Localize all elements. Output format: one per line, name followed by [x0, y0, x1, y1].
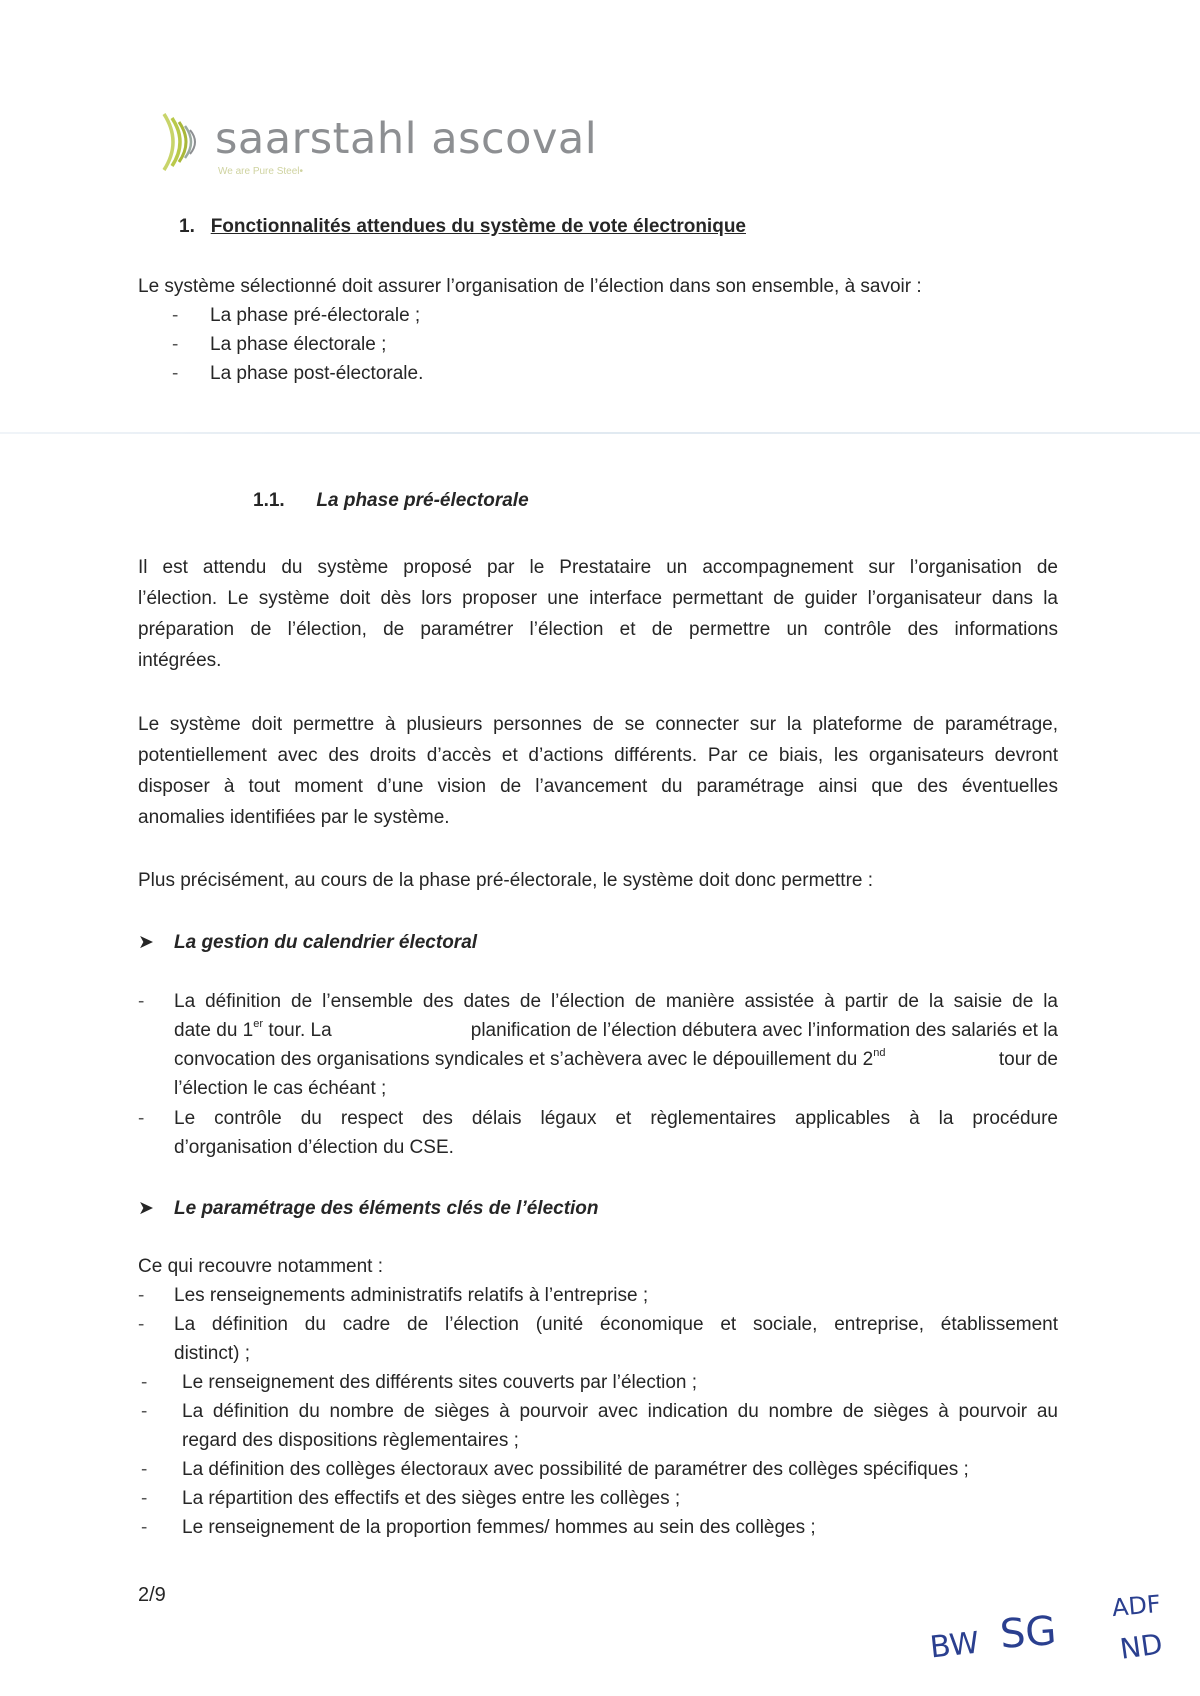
parametrage-item: La répartition des effectifs et des sièges entre les collèges ; — [182, 1488, 681, 1509]
bullet-dash: - — [141, 1517, 148, 1538]
parametrage-item: La définition du nombre de sièges à pourvoir avec indication du nombre de sièges à pourvoir au — [182, 1401, 1058, 1422]
paragraph-line: potentiellement avec des droits d’accès et d’actions différents. Par ce biais, les organisateurs devront — [138, 745, 1058, 766]
handwritten-initials-bw: BW — [928, 1625, 981, 1666]
bullet-dash: - — [138, 1108, 145, 1129]
handwritten-initials-sg: SG — [998, 1608, 1058, 1658]
parametrage-item: regard des dispositions règlementaires ; — [182, 1430, 519, 1451]
calendar-item-line: d’organisation d’élection du CSE. — [174, 1137, 454, 1158]
handwritten-initials-nd: ND — [1117, 1627, 1165, 1666]
calendar-item-line: l’élection le cas échéant ; — [174, 1078, 387, 1099]
section-1-heading — [179, 212, 746, 241]
bullet-dash: - — [172, 334, 179, 355]
paragraph-line: anomalies identifiées par le système. — [138, 807, 450, 828]
calendar-item-line — [174, 1045, 1058, 1074]
arrow-bullet-icon: ➤ — [138, 932, 154, 953]
paragraph-line: préparation de l’élection, de paramétrer l’élection et de permettre un contrôle des informations — [138, 619, 1058, 640]
paragraph-line: Il est attendu du système proposé par le Prestataire un accompagnement sur l’organisation de — [138, 557, 1058, 578]
parametrage-intro: Ce qui recouvre notamment : — [138, 1256, 384, 1277]
paragraph-line: Plus précisément, au cours de la phase pré-électorale, le système doit donc permettre : — [138, 870, 874, 891]
bullet-dash: - — [141, 1372, 148, 1393]
section-1-1-title: La phase pré-électorale — [316, 490, 529, 511]
logo-waves-icon — [160, 108, 210, 176]
parametrage-heading: Le paramétrage des éléments clés de l’élection — [174, 1198, 599, 1219]
calendar-item-line: Le contrôle du respect des délais légaux et règlementaires applicables à la procédure — [174, 1108, 1058, 1129]
calendar-item-text: convocation des organisations syndicales et s’achèvera avec le dépouillement du 2nd — [174, 1046, 886, 1070]
bullet-dash: - — [138, 1314, 145, 1335]
company-logo — [160, 108, 598, 188]
scan-artifact — [0, 432, 1200, 434]
paragraph-line: l’élection. Le système doit dès lors proposer une interface permettant de guider l’organisateur dans la — [138, 588, 1058, 609]
bullet-dash: - — [141, 1401, 148, 1422]
bullet-dash: - — [172, 305, 179, 326]
handwritten-initials-adf: ADF — [1110, 1589, 1162, 1623]
phase-item: La phase électorale ; — [210, 334, 387, 355]
bullet-dash: - — [141, 1488, 148, 1509]
logo-name: saarstahl ascoval — [215, 114, 598, 164]
phase-item: La phase pré-électorale ; — [210, 305, 421, 326]
section-1-title: Fonctionnalités attendues du système de vote électronique — [210, 216, 746, 237]
bullet-dash: - — [138, 1285, 145, 1306]
parametrage-item: Le renseignement de la proportion femmes/ hommes au sein des collèges ; — [182, 1517, 816, 1538]
section-1-intro: Le système sélectionné doit assurer l’organisation de l’élection dans son ensemble, à savoir : — [138, 276, 922, 297]
logo-tagline: We are Pure Steel• — [218, 166, 304, 177]
paragraph-line: disposer à tout moment d’une vision de l’avancement du paramétrage ainsi que des éventuelles — [138, 776, 1058, 797]
parametrage-item: La définition des collèges électoraux avec possibilité de paramétrer des collèges spécifiques ; — [182, 1459, 969, 1480]
section-1-1-heading — [253, 486, 529, 515]
parametrage-item: Les renseignements administratifs relatifs à l’entreprise ; — [174, 1285, 649, 1306]
section-1-1-number: 1.1. — [253, 490, 285, 511]
paragraph-line: intégrées. — [138, 650, 222, 671]
calendar-item-line: La définition de l’ensemble des dates de l’élection de manière assistée à partir de la saisie de la — [174, 991, 1058, 1012]
bullet-dash: - — [141, 1459, 148, 1480]
parametrage-item: distinct) ; — [174, 1343, 251, 1364]
arrow-bullet-icon: ➤ — [138, 1198, 154, 1219]
phase-item: La phase post-électorale. — [210, 363, 424, 384]
bullet-dash: - — [172, 363, 179, 384]
calendar-item-text: planification de l’élection débutera avec l’information des salariés et la — [470, 1020, 1058, 1041]
paragraph-line: Le système doit permettre à plusieurs personnes de se connecter sur la plateforme de paramétrage, — [138, 714, 1058, 735]
page-number: 2/9 — [138, 1584, 166, 1606]
calendar-heading: La gestion du calendrier électoral — [174, 932, 478, 953]
section-1-number: 1. — [179, 216, 195, 237]
bullet-dash: - — [138, 991, 145, 1012]
parametrage-item: La définition du cadre de l’élection (unité économique et sociale, entreprise, établissement — [174, 1314, 1058, 1335]
calendar-item-text: tour de — [998, 1049, 1058, 1070]
calendar-item-line — [174, 1016, 1058, 1045]
calendar-date-text: date du 1er tour. La — [174, 1017, 332, 1041]
parametrage-item: Le renseignement des différents sites couverts par l’élection ; — [182, 1372, 698, 1393]
